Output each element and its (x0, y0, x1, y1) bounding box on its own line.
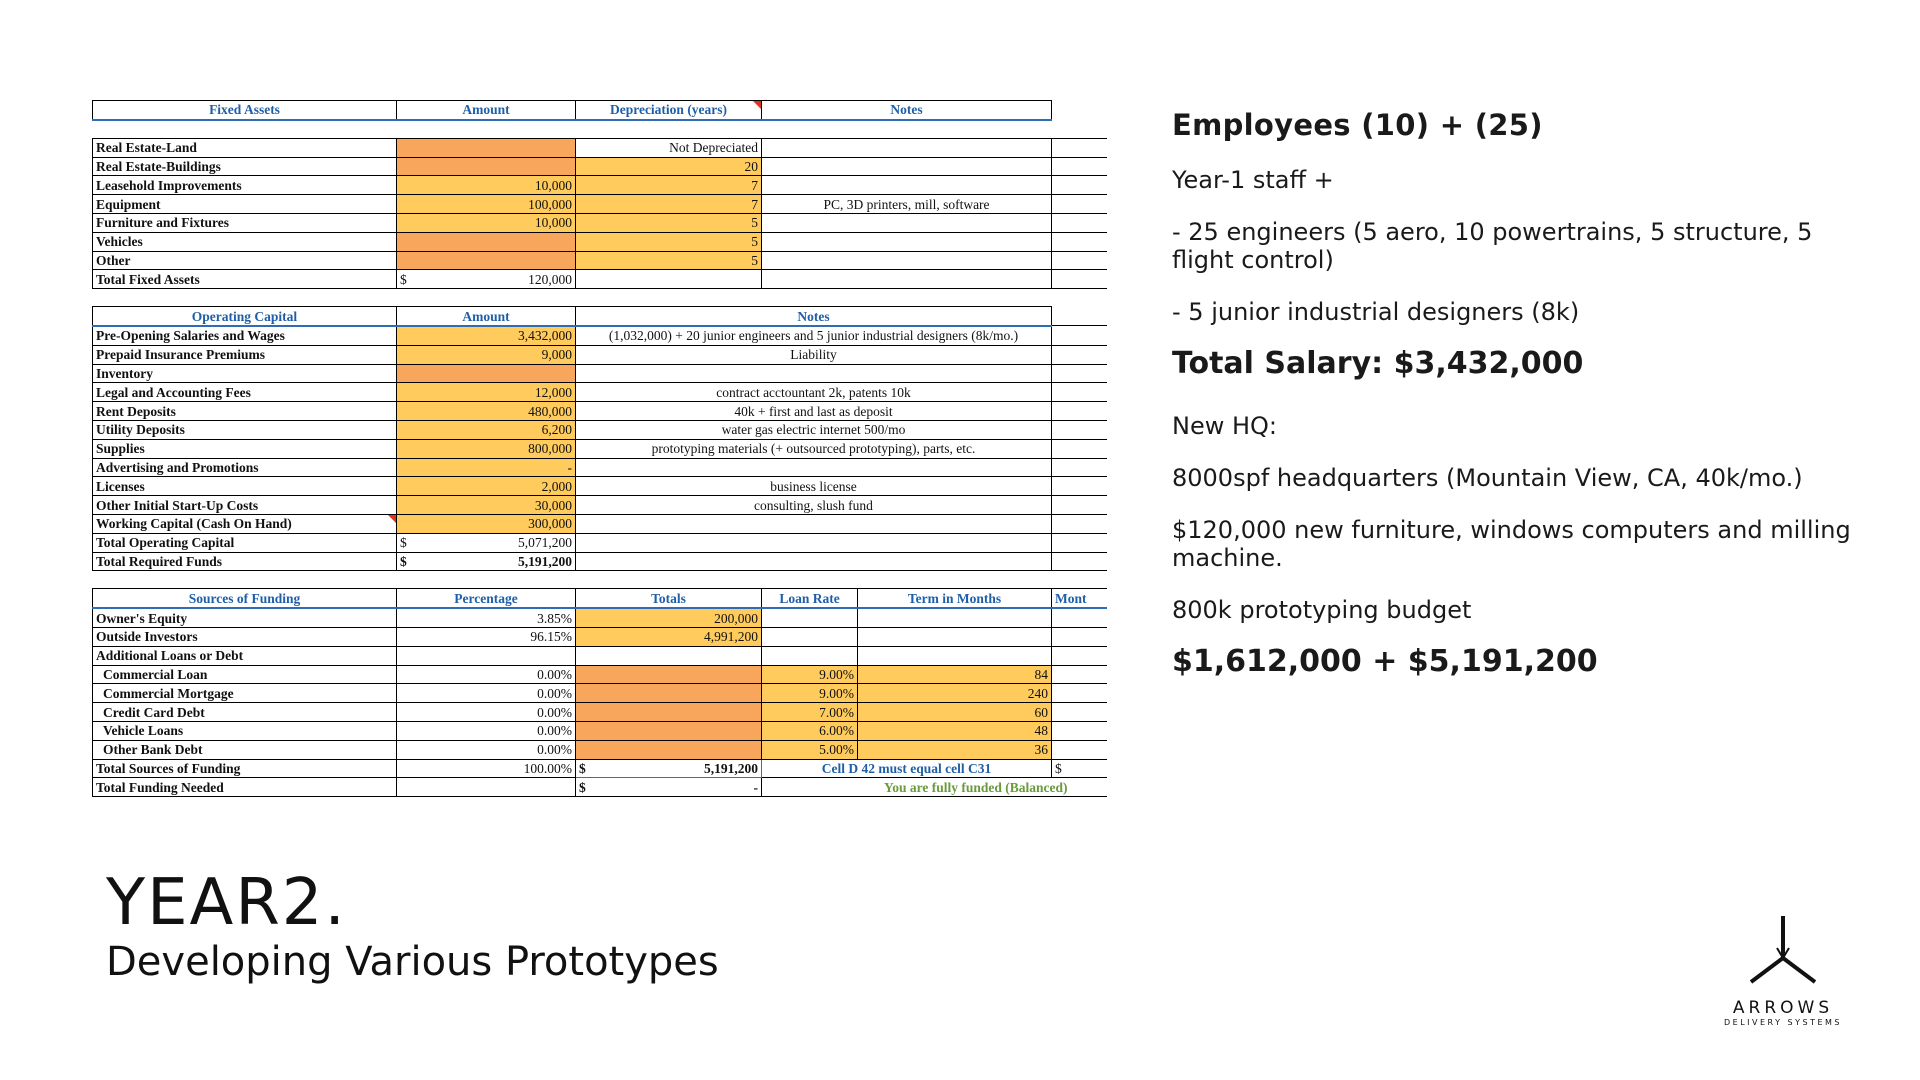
row-label: Prepaid Insurance Premiums (93, 345, 397, 364)
table-row (93, 703, 1108, 722)
row-label: Other Initial Start-Up Costs (93, 496, 397, 515)
table-row (93, 138, 1108, 157)
total-amount: 5,191,200 (704, 760, 758, 776)
term-cell: 240 (858, 684, 1052, 703)
spreadsheet (92, 100, 1107, 820)
currency-symbol: $ (400, 553, 407, 569)
row-label: Rent Deposits (93, 402, 397, 421)
table-row (93, 345, 1108, 364)
percentage-cell: 0.00% (397, 665, 576, 684)
notes-cell: PC, 3D printers, mill, software (762, 195, 1052, 214)
header-sources-of-funding: Sources of Funding (93, 589, 397, 608)
term-cell: 48 (858, 721, 1052, 740)
designers-line: - 5 junior industrial designers (8k) (1172, 298, 1580, 326)
spacer-row (93, 571, 1108, 589)
operating-capital-header-row (93, 307, 1108, 326)
header-fixed-assets: Fixed Assets (93, 101, 397, 120)
table-row (93, 608, 1108, 627)
total-amount: 120,000 (528, 271, 572, 287)
prototyping-line: 800k prototyping budget (1172, 596, 1472, 624)
percentage-cell: 0.00% (397, 703, 576, 722)
extra-currency-cell: $ (1052, 759, 1108, 778)
row-label: Real Estate-Buildings (93, 157, 397, 176)
term-cell (858, 627, 1052, 646)
percentage-cell (397, 646, 576, 665)
row-label: Commercial Loan (93, 665, 397, 684)
row-label: Vehicles (93, 232, 397, 251)
amount-cell: 100,000 (397, 195, 576, 214)
row-label: Commercial Mortgage (93, 684, 397, 703)
currency-symbol: $ (400, 535, 407, 551)
table-row (93, 232, 1108, 251)
total-amount: 5,191,200 (518, 553, 572, 569)
percentage-cell: 3.85% (397, 608, 576, 627)
loan-rate-cell: 9.00% (762, 665, 858, 684)
loan-rate-cell: 7.00% (762, 703, 858, 722)
depreciation-cell: 5 (576, 213, 762, 232)
row-label: Leasehold Improvements (93, 176, 397, 195)
row-label: Outside Investors (93, 627, 397, 646)
notes-cell (762, 176, 1052, 195)
row-label: Furniture and Fixtures (93, 213, 397, 232)
row-label: Advertising and Promotions (93, 458, 397, 477)
row-label: Legal and Accounting Fees (93, 383, 397, 402)
currency-symbol: $ (579, 779, 586, 795)
amount-cell (397, 251, 576, 270)
amount-cell (397, 232, 576, 251)
table-row (93, 364, 1108, 383)
table-row (93, 646, 1108, 665)
total-required-funds-row (93, 552, 1108, 571)
totals-cell (576, 646, 762, 665)
notes-cell (576, 458, 1052, 477)
notes-cell: contract acctountant 2k, patents 10k (576, 383, 1052, 402)
row-label: Vehicle Loans (93, 721, 397, 740)
depreciation-cell: 5 (576, 251, 762, 270)
spacer-row (93, 289, 1108, 307)
notes-cell (762, 157, 1052, 176)
row-label: Total Operating Capital (93, 533, 397, 552)
row-label: Owner's Equity (93, 608, 397, 627)
row-label: Additional Loans or Debt (93, 646, 397, 665)
notes-cell (762, 213, 1052, 232)
row-label: Other (93, 251, 397, 270)
total-amount: 5,071,200 (518, 535, 572, 551)
total-amount-cell (576, 778, 762, 797)
loan-rate-cell: 6.00% (762, 721, 858, 740)
notes-cell: (1,032,000) + 20 junior engineers and 5 junior industrial designers (8k/mo.) (576, 326, 1052, 345)
loan-rate-cell: 5.00% (762, 740, 858, 759)
loan-rate-cell (762, 608, 858, 627)
totals-cell (576, 740, 762, 759)
totals-cell: 200,000 (576, 608, 762, 627)
total-amount-cell (397, 270, 576, 289)
subtitle: Developing Various Prototypes (106, 939, 719, 985)
staff-line: Year-1 staff + (1172, 166, 1334, 194)
table-row (93, 627, 1108, 646)
row-label: Real Estate-Land (93, 138, 397, 157)
percentage-cell: 96.15% (397, 627, 576, 646)
notes-cell: 40k + first and last as deposit (576, 402, 1052, 421)
year-title: YEAR2. (106, 866, 347, 940)
depreciation-cell: 5 (576, 232, 762, 251)
term-cell: 60 (858, 703, 1052, 722)
currency-symbol: $ (400, 271, 407, 287)
table-row (93, 420, 1108, 439)
notes-cell (762, 138, 1052, 157)
amount-cell: 3,432,000 (397, 326, 576, 345)
fixed-assets-header-row (93, 101, 1108, 120)
total-amount: - (753, 779, 758, 795)
table-row (93, 684, 1108, 703)
table-row (93, 477, 1108, 496)
depreciation-cell: 7 (576, 195, 762, 214)
currency-symbol: $ (579, 760, 586, 776)
row-label: Total Funding Needed (93, 778, 397, 797)
row-label: Pre-Opening Salaries and Wages (93, 326, 397, 345)
total-salary: Total Salary: $3,432,000 (1172, 346, 1584, 381)
row-label: Supplies (93, 439, 397, 458)
row-label: Total Sources of Funding (93, 759, 397, 778)
table-row (93, 496, 1108, 515)
depreciation-cell: 7 (576, 176, 762, 195)
amount-cell: 300,000 (397, 514, 576, 533)
row-label: Licenses (93, 477, 397, 496)
hq-heading: New HQ: (1172, 412, 1277, 440)
amount-cell: 12,000 (397, 383, 576, 402)
funding-status: You are fully funded (Balanced) (762, 778, 1108, 797)
amount-cell: 30,000 (397, 496, 576, 515)
term-cell (858, 608, 1052, 627)
table-row (93, 251, 1108, 270)
total-amount-cell (397, 552, 576, 571)
header-amount: Amount (397, 101, 576, 120)
amount-cell: - (397, 458, 576, 477)
table-row (93, 326, 1108, 345)
slide-title (106, 868, 719, 986)
row-label: Other Bank Debt (93, 740, 397, 759)
table-row (93, 195, 1108, 214)
header-amount: Amount (397, 307, 576, 326)
table-row (93, 402, 1108, 421)
table-row (93, 721, 1108, 740)
header-depreciation: Depreciation (years) (576, 101, 762, 120)
row-label: Equipment (93, 195, 397, 214)
header-monthly: Mont (1052, 589, 1108, 608)
notes-cell (576, 514, 1052, 533)
notes-cell: prototyping materials (+ outsourced prototyping), parts, etc. (576, 439, 1052, 458)
term-cell (858, 646, 1052, 665)
percentage-cell: 100.00% (397, 759, 576, 778)
totals-cell: 4,991,200 (576, 627, 762, 646)
notes-cell: Liability (576, 345, 1052, 364)
percentage-cell: 0.00% (397, 740, 576, 759)
row-label: Inventory (93, 364, 397, 383)
furniture-line: $120,000 new furniture, windows computers and milling machine. (1172, 516, 1851, 572)
hq-line: 8000spf headquarters (Mountain View, CA, 40k/mo.) (1172, 464, 1803, 492)
row-label: Credit Card Debt (93, 703, 397, 722)
term-cell: 84 (858, 665, 1052, 684)
notes-cell (576, 364, 1052, 383)
table-row (93, 458, 1108, 477)
table-row (93, 213, 1108, 232)
notes-cell (762, 232, 1052, 251)
total-funding-needed-row (93, 778, 1108, 797)
total-operating-capital-row (93, 533, 1108, 552)
amount-cell (397, 364, 576, 383)
spacer-row (93, 120, 1108, 139)
notes-cell: business license (576, 477, 1052, 496)
company-logo (1712, 912, 1854, 1027)
total-sources-row (93, 759, 1108, 778)
header-loan-rate: Loan Rate (762, 589, 858, 608)
amount-cell (397, 157, 576, 176)
table-row (93, 665, 1108, 684)
employees-heading: Employees (10) + (25) (1172, 108, 1543, 142)
logo-name: ARROWS (1732, 998, 1834, 1018)
funding-header-row (93, 589, 1108, 608)
loan-rate-cell (762, 627, 858, 646)
depreciation-cell: 20 (576, 157, 762, 176)
row-label: Total Fixed Assets (93, 270, 397, 289)
notes-cell (762, 251, 1052, 270)
amount-cell: 10,000 (397, 176, 576, 195)
total-amount-cell[interactable] (576, 759, 762, 778)
row-label: Working Capital (Cash On Hand) (93, 514, 397, 533)
startup-costs-table (92, 100, 1107, 797)
grand-total: $1,612,000 + $5,191,200 (1172, 644, 1598, 679)
table-row (93, 157, 1108, 176)
table-row (93, 176, 1108, 195)
amount-cell: 6,200 (397, 420, 576, 439)
loan-rate-cell (762, 646, 858, 665)
row-label: Total Required Funds (93, 552, 397, 571)
loan-rate-cell: 9.00% (762, 684, 858, 703)
header-percentage: Percentage (397, 589, 576, 608)
total-fixed-assets-row (93, 270, 1108, 289)
totals-cell (576, 665, 762, 684)
notes-cell: water gas electric internet 500/mo (576, 420, 1052, 439)
amount-cell (397, 138, 576, 157)
amount-cell: 2,000 (397, 477, 576, 496)
row-label: Utility Deposits (93, 420, 397, 439)
header-totals: Totals (576, 589, 762, 608)
total-amount-cell (397, 533, 576, 552)
notes-panel (1172, 108, 1852, 710)
validation-note: Cell D 42 must equal cell C31 (762, 759, 1052, 778)
table-row (93, 383, 1108, 402)
amount-cell: 480,000 (397, 402, 576, 421)
percentage-cell: 0.00% (397, 684, 576, 703)
arrows-logo-icon (1743, 912, 1823, 992)
table-row (93, 740, 1108, 759)
engineers-line: - 25 engineers (5 aero, 10 powertrains, 5 structure, 5 flight control) (1172, 218, 1813, 274)
header-operating-capital: Operating Capital (93, 307, 397, 326)
logo-tagline: DELIVERY SYSTEMS (1724, 1018, 1842, 1027)
amount-cell: 9,000 (397, 345, 576, 364)
term-cell: 36 (858, 740, 1052, 759)
notes-cell: consulting, slush fund (576, 496, 1052, 515)
totals-cell (576, 721, 762, 740)
totals-cell (576, 684, 762, 703)
percentage-cell: 0.00% (397, 721, 576, 740)
amount-cell: 10,000 (397, 213, 576, 232)
table-row (93, 514, 1108, 533)
table-row (93, 439, 1108, 458)
depreciation-cell: Not Depreciated (576, 138, 762, 157)
amount-cell: 800,000 (397, 439, 576, 458)
header-notes: Notes (576, 307, 1052, 326)
header-notes: Notes (762, 101, 1052, 120)
header-term-in-months: Term in Months (858, 589, 1052, 608)
totals-cell (576, 703, 762, 722)
